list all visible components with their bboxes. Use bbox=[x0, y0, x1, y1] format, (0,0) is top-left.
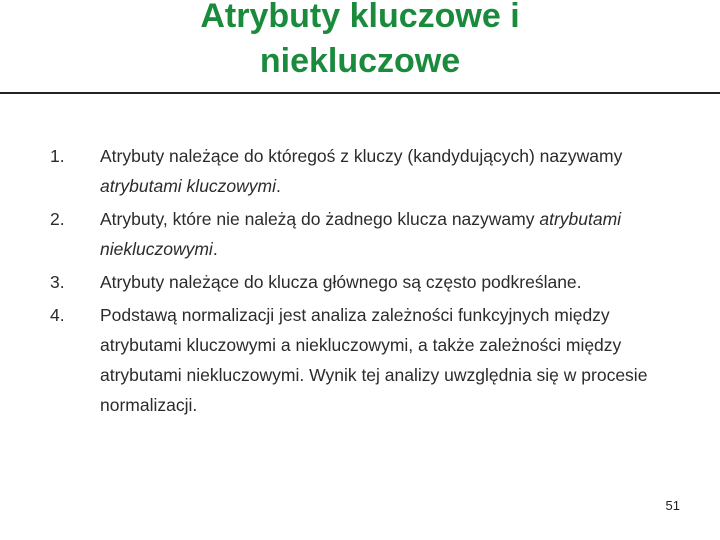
list-item-number: 2. bbox=[50, 209, 65, 229]
list-item-text-part: Atrybuty, które nie należą do żadnego klucza nazywamy bbox=[100, 209, 540, 229]
list-item-number: 3. bbox=[50, 272, 65, 292]
list-item-emphasis: atrybutami niekluczowymi bbox=[100, 209, 622, 259]
numbered-list bbox=[50, 141, 670, 423]
list-item bbox=[50, 204, 670, 264]
list-item bbox=[50, 141, 670, 201]
list-item bbox=[50, 300, 670, 420]
list-item bbox=[50, 267, 670, 297]
list-item-number: 1. bbox=[50, 146, 65, 166]
title-divider bbox=[0, 92, 720, 94]
list-item-number: 4. bbox=[50, 305, 65, 325]
list-item-text-part: Atrybuty należące do któregoś z kluczy (kandydujących) nazywamy bbox=[100, 146, 623, 166]
list-item-text-end: . bbox=[212, 239, 218, 259]
list-item-text bbox=[100, 300, 670, 420]
list-item-text bbox=[100, 204, 670, 264]
list-item-text-part: Atrybuty należące do klucza głównego są często podkreślane. bbox=[100, 272, 582, 292]
list-item-text-end: . bbox=[276, 176, 281, 196]
slide-title-line-1: Atrybuty kluczowe i bbox=[200, 0, 520, 35]
list-item-text-part: Podstawą normalizacji jest analiza zależności funkcyjnych między atrybutami kluczowymi a niekluczowymi, a także zależności między atrybutami niekluczowymi. Wynik tej analizy uwzględnia się w procesie normalizacji. bbox=[100, 305, 648, 415]
list-item-text bbox=[100, 141, 670, 201]
slide-title-line-2: niekluczowe bbox=[259, 42, 461, 80]
page-number: 51 bbox=[665, 498, 680, 513]
list-item-text bbox=[100, 267, 670, 297]
slide-title bbox=[0, 0, 720, 84]
list-item-emphasis: atrybutami kluczowymi bbox=[100, 176, 277, 196]
